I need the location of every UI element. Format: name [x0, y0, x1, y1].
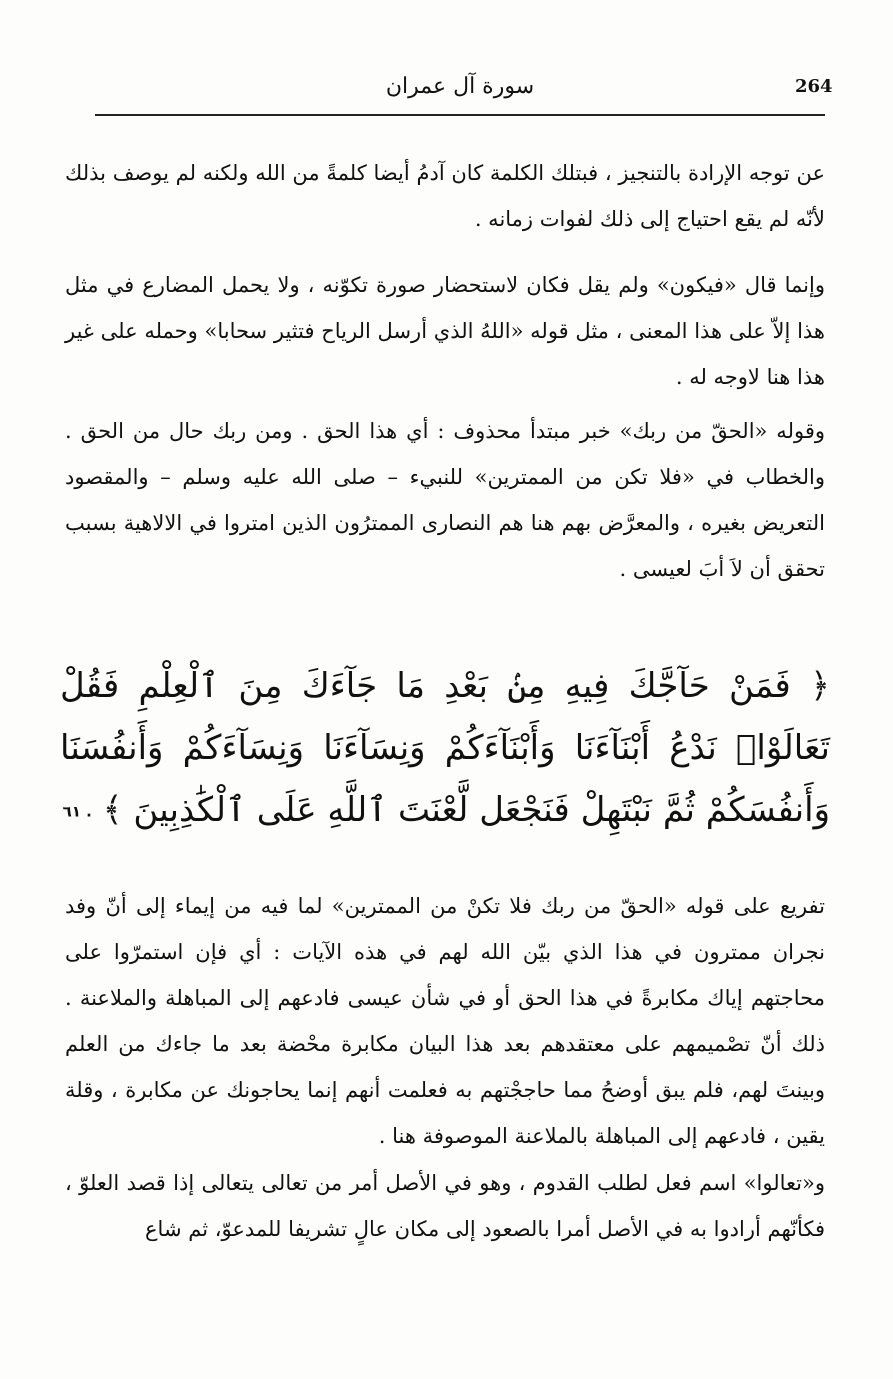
- paragraph-2: وإنما قال «فيكون» ولم يقل فكان لاستحضار صورة تكوّنه ، ولا يحمل المضارع في مثل هذا إلاّ على هذا المعنى ، مثل قوله «اللهُ الذي أرسل الرياح فتثير سحابا» وحمله على غير هذا هنا لاوجه له .: [65, 273, 825, 389]
- page-number: 264: [795, 76, 833, 97]
- verse-text: ﴿ فَمَنْ حَآجَّكَ فِيهِ مِنۢ بَعْدِ مَا جَآءَكَ مِنَ ٱلْعِلْمِ فَقُلْ تَعَالَوْا۟ نَدْعُ أَبْنَآءَنَا وَأَبْنَآءَكُمْ وَنِسَآءَنَا وَنِسَآءَكُمْ وَأَنفُسَنَا وَأَنفُسَكُمْ ثُمَّ نَبْتَهِلْ فَنَجْعَل لَّعْنَتَ ٱللَّهِ عَلَى ٱلْكَٰذِبِينَ ﴾: [60, 666, 830, 830]
- paragraph-5: و«تعالوا» اسم فعل لطلب القدوم ، وهو في الأصل أمر من تعالى يتعالى إذا قصد العلوّ ، فكأنّهم أرادوا به في الأصل أمرا بالصعود إلى مكان عالٍ تشريفا للمدعوّ، ثم شاع: [65, 1171, 825, 1241]
- surah-title: سورة آل عمران: [385, 74, 535, 99]
- verse-number: . ٦١: [62, 802, 92, 821]
- paragraph-3: وقوله «الحقّ من ربك» خبر مبتدأ محذوف : أي هذا الحق . ومن ربك حال من الحق . والخطاب في «فلا تكن من الممترين» للنبيء – صلى الله عليه وسلم – والمقصود التعريض بغيره ، والمعرَّض بهم هنا هم النصارى الممترُون الذين امتروا في الالاهية بسبب تحقق أن لاَ أبَ لعيسى .: [65, 419, 825, 581]
- quran-verse: [60, 655, 830, 843]
- page-header: [95, 70, 833, 114]
- header-rule: [95, 114, 825, 116]
- paragraph-4: تفريع على قوله «الحقّ من ربك فلا تكنْ من الممترين» لما فيه من إيماء إلى أنّ وفد نجران ممترون في هذا الذي بيّن الله لهم في هذه الآيات : أي فإن استمرّوا على محاجتهم إياك مكابرةً في هذا الحق أو في شأن عيسى فادعهم إلى المباهلة والملاعنة . ذلك أنّ تصْميمهم على معتقدهم بعد هذا البيان مكابرة محْضة بعد ما جاءك من العلم وبينتَ لهم، فلم يبق أوضحُ مما حاججْتهم به فعلمت أنهم إنما يحاجونك عن مكابرة ، وقلة يقين ، فادعهم إلى المباهلة بالملاعنة الموصوفة هنا .: [65, 894, 825, 1148]
- paragraph-1: عن توجه الإرادة بالتنجيز ، فبتلك الكلمة كان آدمُ أيضا كلمةً من الله ولكنه لم يوصف بذلك لأنّه لم يقع احتياج إلى ذلك لفوات زمانه .: [65, 161, 825, 231]
